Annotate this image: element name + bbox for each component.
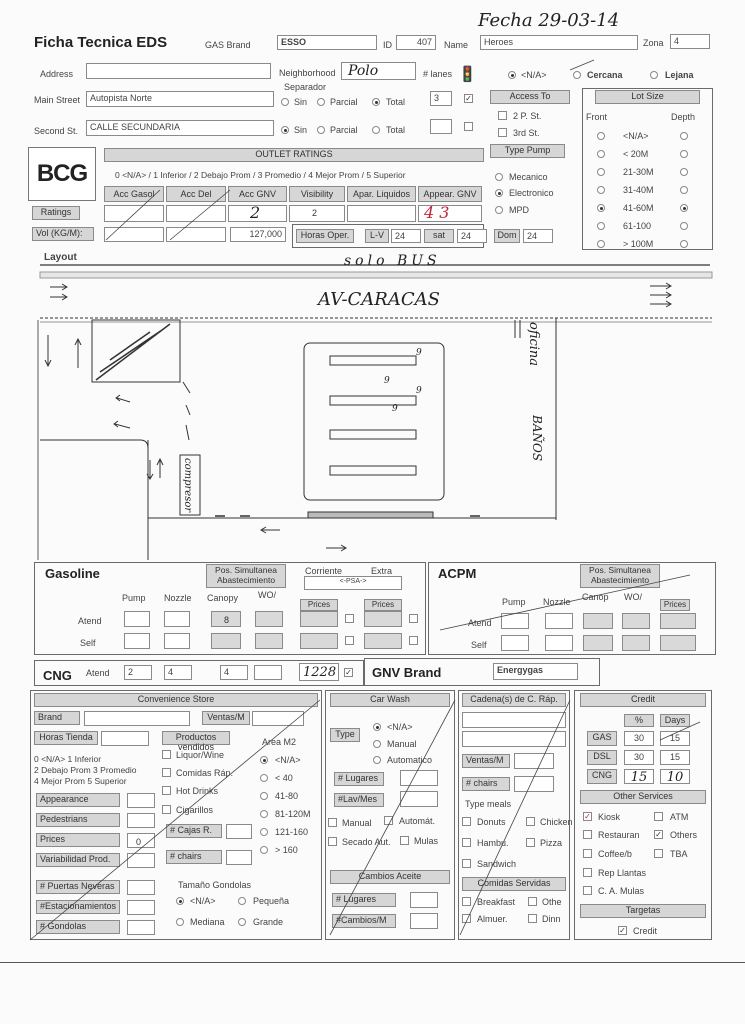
gasoline-wo-label: WO/: [258, 590, 276, 600]
cs-hot-drinks-label: Hot Drinks: [176, 786, 219, 796]
credit-row-label: CNG: [587, 769, 617, 784]
cng-canopy-field[interactable]: 4: [220, 665, 248, 680]
vol-label: Vol (KG/M):: [32, 227, 94, 241]
acpm-pos-sim: Pos. Simultanea Abastecimiento: [580, 564, 660, 588]
cs-variabilidad-label: Variabilidad Prod.: [36, 853, 120, 867]
cs-area-option: <N/A>: [275, 755, 301, 765]
id-label: ID: [383, 40, 392, 50]
cs-ventas-label: Ventas/M: [202, 711, 250, 725]
lv-field[interactable]: 24: [391, 229, 421, 243]
credit-pct-field[interactable]: 30: [624, 731, 654, 746]
lot-size-option: 21-30M: [623, 167, 654, 177]
cw-manual-chk-label: Manual: [342, 818, 372, 828]
cs-tamano-label: Tamaño Gondolas: [178, 880, 252, 890]
cw-lugares-label: # Lugares: [334, 772, 384, 786]
gasoline-corriente-label: Corriente: [305, 566, 343, 576]
credit-days-field[interactable]: 10: [660, 769, 690, 784]
lanes-label: # lanes: [423, 69, 453, 79]
credit-pct-field[interactable]: 30: [624, 750, 654, 765]
cs-horas-label: Horas Tienda: [34, 731, 98, 745]
outlet-col-header: Appear. GNV: [418, 186, 482, 202]
gasoline-pump-label: Pump: [122, 593, 146, 603]
outlet-col-header: Acc GNV: [228, 186, 287, 202]
svc-tba-label: TBA: [670, 849, 688, 859]
gasoline-canopy-value: 8: [224, 615, 230, 625]
name-field[interactable]: Heroes: [480, 35, 638, 50]
svc-coffee-label: Coffee/b: [598, 849, 632, 859]
av-caracas-annotation: AV-CARACAS: [318, 289, 440, 310]
dispenser-nine-2: 9: [384, 376, 390, 386]
access-2pst-label: 2 P. St.: [513, 111, 542, 121]
acpm-pump-label: Pump: [502, 597, 526, 607]
cs-area-option: > 160: [275, 845, 298, 855]
sat-field[interactable]: 24: [457, 229, 487, 243]
credit-pct-field[interactable]: 15: [624, 769, 654, 784]
cs-comidas-label: Comidas Ráp.: [176, 768, 234, 778]
cw-secado-label: Secado Aut.: [342, 837, 391, 847]
visibility-rating: 2: [312, 208, 318, 218]
cadena-almuer-label: Almuer.: [477, 914, 508, 924]
oficina-annotation: oficina: [526, 322, 541, 367]
type-pump-header: Type Pump: [490, 144, 565, 158]
lot-depth-label: Depth: [671, 112, 696, 122]
cs-appearance-label: Appearance: [36, 793, 120, 807]
acpm-title: ACPM: [438, 566, 477, 581]
cng-price-field[interactable]: 1228: [299, 663, 339, 681]
bcg-logo: BCG: [28, 147, 96, 201]
credit-days-header: Days: [660, 714, 690, 727]
cs-scale-line-3: 4 Mejor Prom 5 Superior: [34, 776, 127, 786]
gasoline-psa-field[interactable]: <-PSA->: [304, 576, 402, 590]
acpm-wo-label: WO/: [624, 592, 642, 602]
cng-atend-label: Atend: [86, 668, 110, 678]
lot-size-option: <N/A>: [623, 131, 649, 141]
cs-chairs-label: # chairs: [166, 850, 222, 864]
cs-prices-label: Prices: [36, 833, 120, 847]
outlet-col-header: Apar. Liquidos: [347, 186, 416, 202]
parcial-label-2: Parcial: [330, 125, 358, 135]
convenience-store-header: Convenience Store: [34, 693, 318, 707]
cs-tamano-pequena-label: Pequeña: [253, 896, 290, 906]
gasoline-title: Gasoline: [45, 566, 100, 581]
neighborhood-field[interactable]: Polo: [341, 62, 416, 80]
ca-cambios-label: #Cambios/M: [332, 914, 396, 928]
cng-price-checkbox[interactable]: ✓: [345, 668, 352, 677]
form-title: Ficha Tecnica EDS: [34, 34, 168, 51]
acpm-canop-label: Canop: [582, 592, 609, 602]
dom-label: Dom: [494, 229, 520, 243]
cadena-pizza-label: Pizza: [540, 838, 563, 848]
gasoline-self-label: Self: [80, 638, 96, 648]
cadena-chairs-label: # chairs: [462, 777, 510, 791]
cw-type-label: Type: [330, 728, 360, 742]
zona-field[interactable]: 4: [670, 34, 710, 49]
lot-size-option: > 100M: [623, 239, 654, 249]
outlet-col-header: Acc Del: [166, 186, 226, 202]
gasoline-extra-prices: Prices: [364, 599, 402, 611]
acpm-prices: Prices: [660, 599, 690, 611]
second-st-label: Second St.: [34, 126, 79, 136]
cng-nozzle-field[interactable]: 4: [164, 665, 192, 680]
dispenser-nine-4: 9: [392, 404, 398, 414]
cadena-ventas-label: Ventas/M: [462, 754, 510, 768]
dom-field[interactable]: 24: [523, 229, 553, 243]
cs-tamano-grande-label: Grande: [253, 917, 284, 927]
cadena-breakfast-label: Breakfast: [477, 897, 516, 907]
targetas-credit-label: Credit: [633, 926, 658, 936]
credit-header: Credit: [580, 693, 706, 707]
lot-front-label: Front: [586, 112, 608, 122]
outlet-col-header: Acc Gasol: [104, 186, 164, 202]
cadena-othe-label: Othe: [542, 897, 562, 907]
svc-kiosk-checkbox[interactable]: ✓: [584, 812, 591, 821]
cw-lavmes-label: #Lav/Mes: [334, 793, 384, 807]
cambios-aceite-header: Cambios Aceite: [330, 870, 450, 884]
sin-label-2: Sin: [294, 125, 308, 135]
horas-oper-label: Horas Oper.: [296, 229, 354, 243]
car-wash-header: Car Wash: [330, 693, 450, 707]
gasoline-corriente-prices: Prices: [300, 599, 338, 611]
lanes-field[interactable]: 3: [430, 91, 452, 106]
compresor-annotation: compresor: [182, 458, 193, 513]
parcial-label: Parcial: [330, 97, 358, 107]
lot-size-option: < 20M: [623, 149, 649, 159]
cs-puertas-label: # Puertas Neveras: [36, 880, 120, 894]
outlet-ratings-header: OUTLET RATINGS: [104, 148, 484, 162]
gasoline-atend-label: Atend: [78, 616, 102, 626]
svc-others-checkbox[interactable]: ✓: [655, 830, 662, 839]
cs-estacionamientos-label: #Estacionamientos: [36, 900, 120, 914]
cadena-comidas-header: Comidas Servidas: [462, 877, 566, 891]
solo-bus-annotation: solo BUS: [344, 253, 441, 269]
outlet-scale-legend: 0 <N/A> / 1 Inferior / 2 Debajo Prom / 3 Promedio / 4 Mejor Prom / 5 Superior: [115, 170, 406, 180]
ca-lugares-label: # Lugares: [332, 893, 396, 907]
lot-size-option: 41-60M: [623, 203, 654, 213]
cw-mulas-label: Mulas: [414, 836, 439, 846]
sin-label: Sin: [294, 97, 308, 107]
cw-na-label: <N/A>: [387, 722, 413, 732]
page-bottom-rule: [0, 962, 745, 963]
cs-cajas-label: # Cajas R.: [166, 824, 222, 838]
pump-mpd-label: MPD: [509, 205, 529, 215]
gasoline-pos-sim: Pos. Simultanea Abastecimiento: [206, 564, 286, 588]
acc-gnv-rating: 2: [250, 203, 261, 222]
pump-mecanico-label: Mecanico: [509, 172, 548, 182]
total-label-2: Total: [386, 125, 406, 135]
cs-tamano-mediana-label: Mediana: [190, 917, 225, 927]
sat-label: sat: [424, 229, 454, 243]
dispenser-nine-1: 9: [416, 348, 422, 358]
gnv-brand-label: GNV Brand: [372, 665, 442, 680]
cs-area-option: 81-120M: [275, 809, 311, 819]
lv-label: L-V: [365, 229, 389, 243]
access-to-header: Access To: [490, 90, 570, 104]
cs-gondolas-label: # Gondolas: [36, 920, 120, 934]
appear-gnv-rating: 4 3: [424, 203, 450, 222]
cadena-type-meals-label: Type meals: [465, 799, 512, 809]
cs-productos-header: Productos vendidos: [162, 731, 230, 745]
cs-cigarillos-label: Cigarillos: [176, 805, 214, 815]
access-3rdst-label: 3rd St.: [513, 128, 540, 138]
second-st-field[interactable]: CALLE SECUNDARIA: [86, 120, 274, 136]
vol-field[interactable]: 127,000: [230, 227, 286, 242]
separador-label: Separador: [284, 82, 327, 92]
cs-brand-label: Brand: [34, 711, 80, 725]
dispenser-nine-3: 9: [416, 386, 422, 396]
credit-pct-header: %: [624, 714, 654, 727]
total-label: Total: [386, 97, 406, 107]
cadena-chicken-label: Chicken: [540, 817, 573, 827]
cw-automatico-label: Automatico: [387, 755, 433, 765]
distance-cercana-label: Cercana: [587, 70, 623, 80]
lanes-main-checkbox[interactable]: ✓: [465, 94, 472, 103]
credit-days-field[interactable]: 15: [660, 731, 690, 746]
fecha-handwritten: Fecha 29-03-14: [478, 10, 620, 31]
cadena-donuts-label: Donuts: [477, 817, 506, 827]
acpm-atend-label: Atend: [468, 618, 492, 628]
gasoline-nozzle-label: Nozzle: [164, 593, 192, 603]
traffic-light-icon: 🚦: [458, 66, 477, 83]
gas-brand-field[interactable]: ESSO: [277, 35, 377, 50]
cs-area-label: Area M2: [262, 737, 297, 747]
targetas-header: Targetas: [580, 904, 706, 918]
main-street-field[interactable]: Autopista Norte: [86, 91, 274, 107]
svc-restauran-label: Restauran: [598, 830, 640, 840]
cs-area-option: 121-160: [275, 827, 309, 837]
cadena-hambu-label: Hambu.: [477, 838, 509, 848]
cs-scale-line-1: 0 <N/A> 1 Inferior: [34, 754, 102, 764]
ratings-label: Ratings: [32, 206, 80, 220]
cadena-header: Cadena(s) de C. Ráp.: [462, 693, 566, 707]
distance-na-label: <N/A>: [521, 70, 547, 80]
cs-pedestrians-label: Pedestrians: [36, 813, 120, 827]
svc-others-label: Others: [670, 830, 698, 840]
cadena-sandwich-label: Sandwich: [477, 859, 517, 869]
cs-area-option: < 40: [275, 773, 293, 783]
cng-title: CNG: [43, 668, 72, 683]
gas-brand-label: GAS Brand: [205, 40, 251, 50]
acpm-self-label: Self: [471, 640, 487, 650]
cs-tamano-na-label: <N/A>: [190, 896, 216, 906]
cs-area-option: 41-80: [275, 791, 299, 801]
distance-lejana-label: Lejana: [665, 70, 694, 80]
cadena-dinn-label: Dinn: [542, 914, 561, 924]
cw-manual-label: Manual: [387, 739, 417, 749]
gasoline-canopy-label: Canopy: [207, 593, 239, 603]
cng-pump-field[interactable]: 2: [124, 665, 152, 680]
main-street-label: Main Street: [34, 95, 81, 105]
gasoline-extra-label: Extra: [371, 566, 393, 576]
svc-rep-llantas-label: Rep Llantas: [598, 868, 647, 878]
credit-row-label: DSL: [587, 750, 617, 765]
address-label: Address: [40, 69, 74, 79]
name-label: Name: [444, 40, 469, 50]
layout-label: Layout: [44, 252, 77, 263]
lot-size-header: Lot Size: [595, 90, 700, 104]
credit-days-field[interactable]: 15: [660, 750, 690, 765]
zona-label: Zona: [643, 38, 664, 48]
pump-electronico-label: Electronico: [509, 188, 554, 198]
outlet-col-header: Visibility: [289, 186, 345, 202]
cs-prices-value: 0: [136, 837, 142, 847]
targetas-credit-checkbox[interactable]: ✓: [619, 926, 626, 935]
banos-annotation: BAÑOS: [530, 415, 544, 462]
cs-liquor-label: Liquor/Wine: [176, 750, 225, 760]
svc-kiosk-label: Kiosk: [598, 812, 621, 822]
id-field[interactable]: 407: [396, 35, 436, 50]
other-services-header: Other Services: [580, 790, 706, 804]
acpm-nozzle-label: Nozzle: [543, 597, 571, 607]
lot-size-option: 61-100: [623, 221, 652, 231]
neighborhood-label: Neighborhood: [279, 68, 336, 78]
lot-size-option: 31-40M: [623, 185, 654, 195]
svc-atm-label: ATM: [670, 812, 689, 822]
credit-row-label: GAS: [587, 731, 617, 746]
svc-ca-mulas-label: C. A. Mulas: [598, 886, 645, 896]
cs-scale-line-2: 2 Debajo Prom 3 Promedio: [34, 765, 137, 775]
cw-automat-label: Automát.: [399, 816, 436, 826]
gnv-brand-field[interactable]: Energygas: [493, 663, 578, 680]
